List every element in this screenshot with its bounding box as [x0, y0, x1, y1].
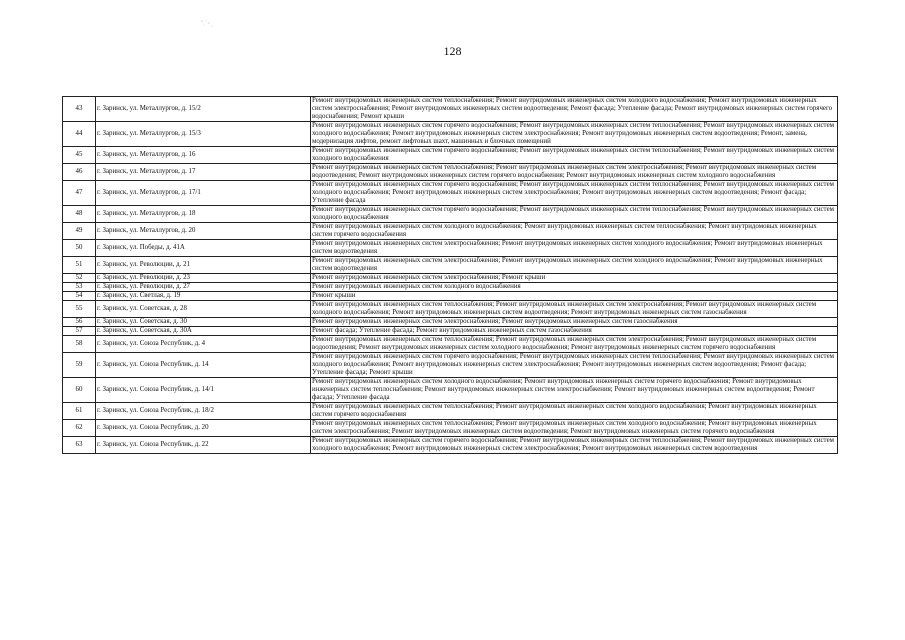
row-works: Ремонт внутридомовых инженерных систем горячего водоснабжения; Ремонт внутридомовых инженерных систем теплоснабжения; Ремонт внутридомовых инженерных систем холодного водоснабжения: [311, 206, 838, 223]
row-address: г. Заринск, ул. Советская, д. 30А: [96, 327, 311, 336]
row-address: г. Заринск, ул. Революции, д. 21: [96, 257, 311, 274]
row-works: Ремонт внутридомовых инженерных систем теплоснабжения; Ремонт внутридомовых инженерных систем холодного водоснабжения; Ремонт внутридомовых инженерных систем электроснабжения; Ремонт внутридомовых инженерных систем водоотведения; Ремонт внутридомовых инженерных систем горячего водоснабжения: [311, 420, 838, 437]
table-row: [63, 164, 838, 181]
row-address: г. Заринск, ул. Союза Республик, д. 14/1: [96, 378, 311, 403]
row-address: г. Заринск, ул. Металлургов, д. 15/2: [96, 97, 311, 122]
row-address: г. Заринск, ул. Металлургов, д. 17: [96, 164, 311, 181]
row-number: 43: [63, 97, 96, 122]
row-number: 51: [63, 257, 96, 274]
row-number: 59: [63, 353, 96, 378]
row-works: Ремонт внутридомовых инженерных систем теплоснабжения; Ремонт внутридомовых инженерных систем электроснабжения; Ремонт внутридомовых инженерных систем водоотведения; Ремонт внутридомовых инженерных систем холодного водоснабжения; Ремонт внутридомовых инженерных систем горячего водоснабжения: [311, 336, 838, 353]
table-row: [63, 378, 838, 403]
row-works: Ремонт внутридомовых инженерных систем электроснабжения; Ремонт внутридомовых инженерных систем газоснабжения: [311, 318, 838, 327]
row-number: 58: [63, 336, 96, 353]
table-row: [63, 318, 838, 327]
row-works: Ремонт крыши: [311, 292, 838, 301]
row-works: Ремонт внутридомовых инженерных систем горячего водоснабжения; Ремонт внутридомовых инженерных систем теплоснабжения; Ремонт внутридомовых инженерных систем холодного водоснабжения; Ремонт внутридомовых инженерных систем электроснабжения; Ремонт внутридомовых инженерных систем водоотведения; Ремонт фасада; Утепление фасада; Ремонт крыши: [311, 353, 838, 378]
row-address: г. Заринск, ул. Советская, д. 30: [96, 318, 311, 327]
row-number: 55: [63, 301, 96, 318]
table-row: [63, 274, 838, 283]
row-address: г. Заринск, ул. Светлая, д. 19: [96, 292, 311, 301]
table-row: [63, 181, 838, 206]
row-address: г. Заринск, ул. Металлургов, д. 20: [96, 223, 311, 240]
row-address: г. Заринск, ул. Металлургов, д. 18: [96, 206, 311, 223]
table-row: [63, 223, 838, 240]
table-row: [63, 420, 838, 437]
row-number: 52: [63, 274, 96, 283]
row-address: г. Заринск, ул. Металлургов, д. 15/3: [96, 122, 311, 147]
row-works: Ремонт внутридомовых инженерных систем горячего водоснабжения; Ремонт внутридомовых инженерных систем теплоснабжения; Ремонт внутридомовых инженерных систем холодного водоснабжения; Ремонт внутридомовых инженерных систем электроснабжения; Ремонт внутридомовых инженерных систем водоотведения; Ремонт фасада; Утепление фасада: [311, 181, 838, 206]
row-works: Ремонт внутридомовых инженерных систем холодного водоснабжения: [311, 283, 838, 292]
table-row: [63, 353, 838, 378]
scan-artifact-mark: [200, 18, 214, 28]
row-works: Ремонт фасада; Утепление фасада; Ремонт внутридомовых инженерных систем газоснабжения: [311, 327, 838, 336]
row-works: Ремонт внутридомовых инженерных систем электроснабжения; Ремонт внутридомовых инженерных систем холодного водоснабжения; Ремонт внутридомовых инженерных систем водоотведения: [311, 240, 838, 257]
row-works: Ремонт внутридомовых инженерных систем электроснабжения; Ремонт крыши: [311, 274, 838, 283]
row-works: Ремонт внутридомовых инженерных систем холодного водоснабжения; Ремонт внутридомовых инженерных систем горячего водоснабжения; Ремонт внутридомовых инженерных систем теплоснабжения; Ремонт внутридомовых инженерных систем электроснабжения; Ремонт внутридомовых инженерных систем водоотведения; Ремонт фасада; Утепление фасада: [311, 378, 838, 403]
row-address: г. Заринск, ул. Советская, д. 28: [96, 301, 311, 318]
table-row: [63, 283, 838, 292]
row-address: г. Заринск, ул. Металлургов, д. 16: [96, 147, 311, 164]
row-address: г. Заринск, ул. Союза Республик, д. 14: [96, 353, 311, 378]
row-number: 60: [63, 378, 96, 403]
row-number: 48: [63, 206, 96, 223]
row-address: г. Заринск, ул. Союза Республик, д. 22: [96, 437, 311, 454]
table-row: [63, 206, 838, 223]
table-row: [63, 336, 838, 353]
table-row: [63, 327, 838, 336]
table-row: [63, 122, 838, 147]
repair-works-table: [62, 96, 838, 454]
row-number: 49: [63, 223, 96, 240]
row-address: г. Заринск, ул. Революции, д. 23: [96, 274, 311, 283]
row-works: Ремонт внутридомовых инженерных систем теплоснабжения; Ремонт внутридомовых инженерных систем холодного водоснабжения; Ремонт внутридомовых инженерных систем электроснабжения; Ремонт внутридомовых инженерных систем водоотведения; Ремонт фасада; Утепление фасада; Ремонт внутридомовых инженерных систем горячего водоснабжения; Ремонт крыши: [311, 97, 838, 122]
table-row: [63, 403, 838, 420]
row-number: 57: [63, 327, 96, 336]
table-row: [63, 147, 838, 164]
row-address: г. Заринск, ул. Победы, д. 41А: [96, 240, 311, 257]
row-number: 61: [63, 403, 96, 420]
row-number: 46: [63, 164, 96, 181]
table-row: [63, 240, 838, 257]
row-works: Ремонт внутридомовых инженерных систем холодного водоснабжения; Ремонт внутридомовых инженерных систем теплоснабжения; Ремонт внутридомовых инженерных систем горячего водоснабжения: [311, 223, 838, 240]
row-number: 56: [63, 318, 96, 327]
table-row: [63, 301, 838, 318]
row-number: 54: [63, 292, 96, 301]
row-number: 62: [63, 420, 96, 437]
row-works: Ремонт внутридомовых инженерных систем теплоснабжения; Ремонт внутридомовых инженерных систем электроснабжения; Ремонт внутридомовых инженерных систем холодного водоснабжения; Ремонт внутридомовых инженерных систем водоотведения; Ремонт внутридомовых инженерных систем газоснабжения: [311, 301, 838, 318]
row-number: 45: [63, 147, 96, 164]
table-row: [63, 292, 838, 301]
table-row: [63, 257, 838, 274]
row-address: г. Заринск, ул. Революции, д. 27: [96, 283, 311, 292]
row-address: г. Заринск, ул. Союза Республик, д. 18/2: [96, 403, 311, 420]
row-number: 63: [63, 437, 96, 454]
row-works: Ремонт внутридомовых инженерных систем теплоснабжения; Ремонт внутридомовых инженерных систем электроснабжения; Ремонт внутридомовых инженерных систем водоотведения; Ремонт внутридомовых инженерных систем горячего водоснабжения; Ремонт внутридомовых инженерных систем холодного водоснабжения: [311, 164, 838, 181]
row-number: 53: [63, 283, 96, 292]
row-address: г. Заринск, ул. Союза Республик, д. 4: [96, 336, 311, 353]
row-number: 50: [63, 240, 96, 257]
row-address: г. Заринск, ул. Союза Республик, д. 20: [96, 420, 311, 437]
row-works: Ремонт внутридомовых инженерных систем теплоснабжения; Ремонт внутридомовых инженерных систем холодного водоснабжения; Ремонт внутридомовых инженерных систем горячего водоснабжения: [311, 403, 838, 420]
table-row: [63, 437, 838, 454]
table-row: [63, 97, 838, 122]
row-works: Ремонт внутридомовых инженерных систем горячего водоснабжения; Ремонт внутридомовых инженерных систем теплоснабжения; Ремонт внутридомовых инженерных систем холодного водоснабжения; Ремонт внутридомовых инженерных систем электроснабжения; Ремонт внутридомовых инженерных систем водоотведения; Ремонт, замена, модернизация лифтов, ремонт лифтовых шахт, машинных и блочных помещений: [311, 122, 838, 147]
row-works: Ремонт внутридомовых инженерных систем горячего водоснабжения; Ремонт внутридомовых инженерных систем теплоснабжения; Ремонт внутридомовых инженерных систем холодного водоснабжения: [311, 147, 838, 164]
row-number: 47: [63, 181, 96, 206]
row-address: г. Заринск, ул. Металлургов, д. 17/1: [96, 181, 311, 206]
page-number: 128: [443, 44, 462, 58]
row-number: 44: [63, 122, 96, 147]
row-works: Ремонт внутридомовых инженерных систем электроснабжения; Ремонт внутридомовых инженерных систем холодного водоснабжения; Ремонт внутридомовых инженерных систем водоотведения: [311, 257, 838, 274]
row-works: Ремонт внутридомовых инженерных систем горячего водоснабжения; Ремонт внутридомовых инженерных систем теплоснабжения; Ремонт внутридомовых инженерных систем холодного водоснабжения; Ремонт внутридомовых инженерных систем электроснабжения; Ремонт внутридомовых инженерных систем водоотведения: [311, 437, 838, 454]
